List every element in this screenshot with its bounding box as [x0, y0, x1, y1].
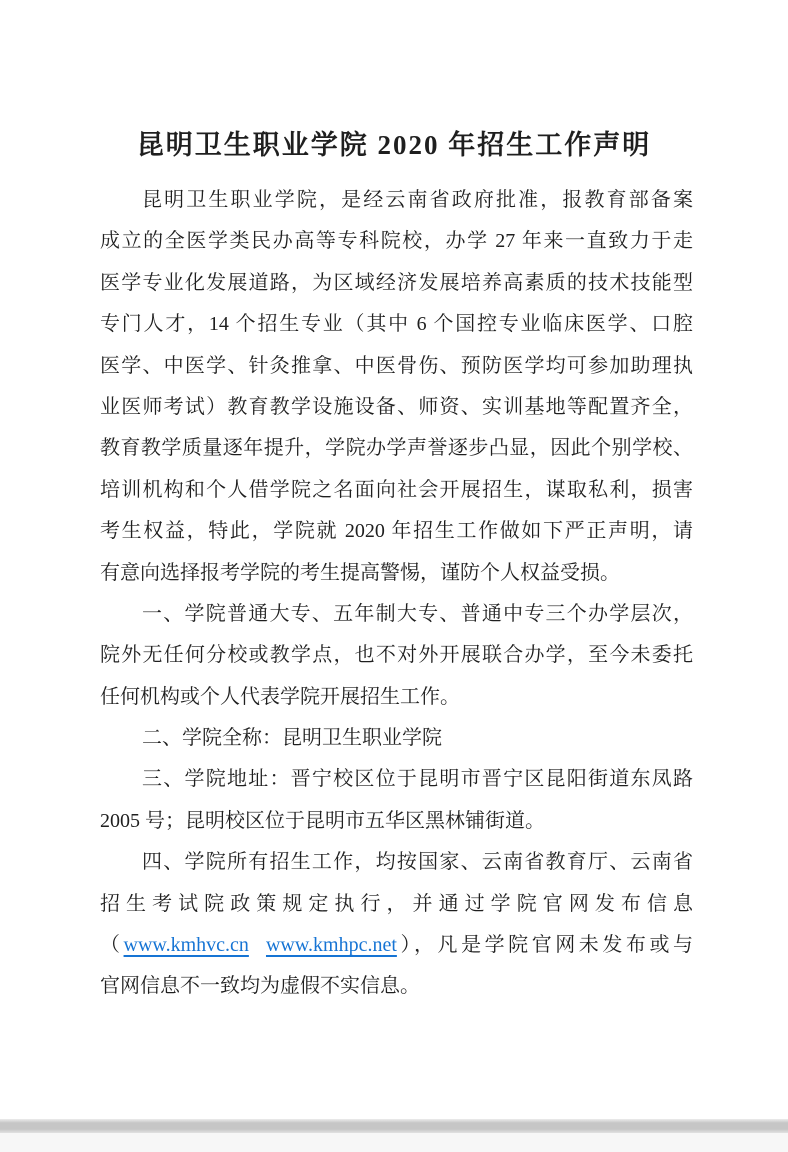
text-line: 有意向选择报考学院的考生提高警惕，谨防个人权益受损。: [100, 561, 620, 584]
text-line: 培训机构和个人借学院之名面向社会开展招生，谋取私利，损害: [100, 478, 693, 501]
text-line: 医学、中医学、针灸推拿、中医骨伤、预防医学均可参加助理执: [100, 354, 693, 377]
text-line: 任何机构或个人代表学院开展招生工作。: [100, 685, 460, 708]
text-line: 2005 号；昆明校区位于昆明市五华区黑林铺街道。: [100, 809, 545, 832]
text-line: 考生权益，特此，学院就 2020 年招生工作做如下严正声明，请: [100, 520, 693, 543]
text-segment: （: [100, 934, 124, 957]
next-page-edge: [0, 1133, 788, 1152]
text-line: 成立的全医学类民办高等专科院校，办学 27 年来一直致力于走: [100, 230, 693, 253]
text-line: 三、学院地址：晋宁校区位于昆明市晋宁区昆阳街道东凤路: [142, 768, 693, 791]
page-break-separator: [0, 1119, 788, 1133]
text-segment: ），凡是学院官网未发布或与: [396, 934, 693, 957]
text-line: 二、学院全称：昆明卫生职业学院: [142, 727, 442, 750]
text-line: 一、学院普通大专、五年制大专、普通中专三个办学层次，: [142, 602, 693, 625]
text-line: 院外无任何分校或教学点，也不对外开展联合办学，至今未委托: [100, 644, 693, 667]
text-line: 教育教学质量逐年提升，学院办学声誉逐步凸显，因此个别学校、: [100, 437, 693, 460]
text-line: [100, 925, 693, 966]
document-body: [100, 180, 693, 1008]
text-line: 官网信息不一致均为虚假不实信息。: [100, 975, 420, 998]
text-segment: [249, 934, 266, 956]
website-link[interactable]: www.kmhvc.cn: [123, 934, 249, 957]
page-title: 昆明卫生职业学院 2020 年招生工作声明: [136, 130, 652, 160]
text-line: 昆明卫生职业学院，是经云南省政府批准，报教育部备案: [142, 189, 693, 211]
text-line: 专门人才，14 个招生专业（其中 6 个国控专业临床医学、口腔: [100, 313, 693, 336]
website-link[interactable]: www.kmhpc.net: [265, 934, 397, 957]
text-line: 四、学院所有招生工作，均按国家、云南省教育厅、云南省: [142, 851, 693, 874]
text-line: 医学专业化发展道路，为区域经济发展培养高素质的技术技能型: [100, 271, 693, 294]
text-line: 招生考试院政策规定执行，并通过学院官网发布信息: [100, 892, 693, 915]
text-line: 业医师考试）教育教学设施设备、师资、实训基地等配置齐全，: [100, 395, 693, 418]
